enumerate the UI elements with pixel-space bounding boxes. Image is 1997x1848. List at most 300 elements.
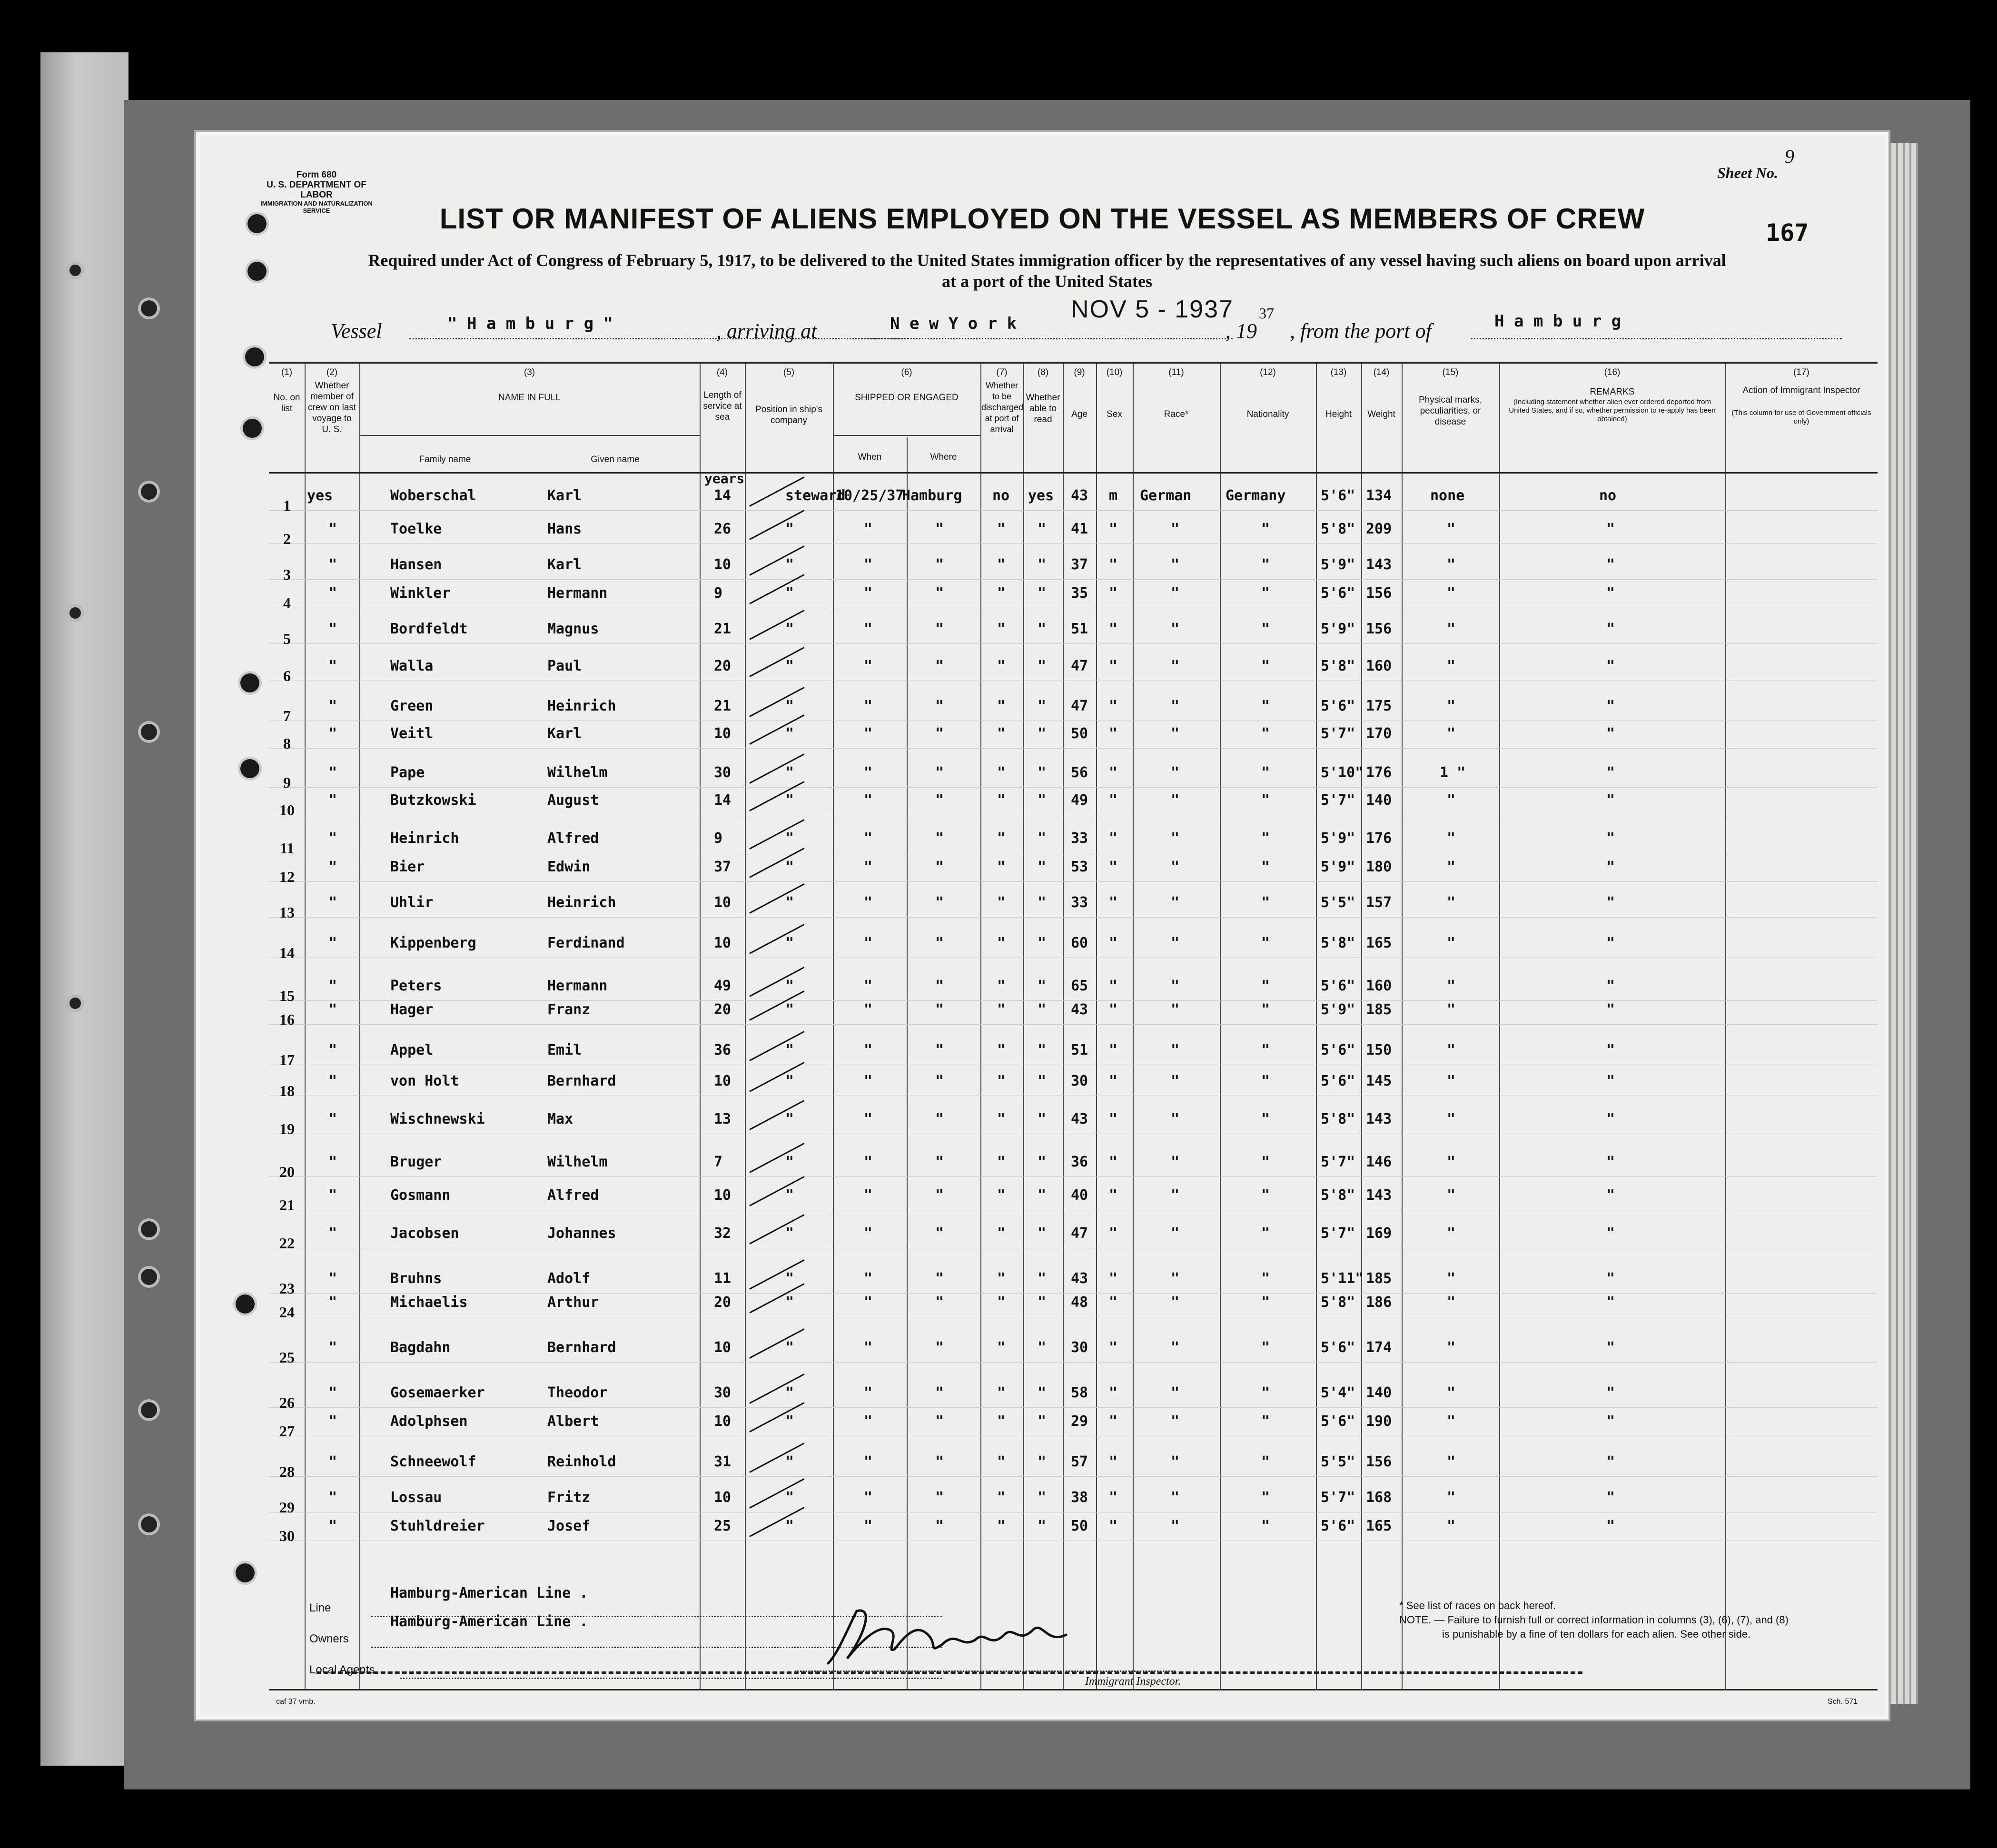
physical-marks-ditto: " [1447, 1270, 1456, 1287]
position-ditto: " [785, 894, 794, 911]
shipped-when-ditto: " [864, 1001, 873, 1018]
col-header-crew: Whether member of crew on last voyage to U. S. [307, 381, 356, 435]
service-years: 37 [714, 859, 732, 875]
position-ditto: " [785, 521, 794, 537]
race-ditto: " [1171, 1225, 1180, 1242]
race-ditto: " [1171, 764, 1180, 781]
position-ditto: " [785, 1384, 794, 1401]
to-be-discharged: no [992, 487, 1010, 504]
shipped-when-ditto: " [864, 792, 873, 809]
service-years: 14 [714, 487, 732, 504]
row-number: 16 [279, 1011, 295, 1028]
remarks-ditto: " [1606, 658, 1615, 674]
row-rule [269, 510, 1878, 511]
weight: 180 [1366, 859, 1392, 875]
check-mark [749, 990, 804, 1021]
service-years: 9 [714, 830, 723, 847]
col-num-8: (8) [1037, 367, 1049, 377]
sex-ditto: " [1109, 1001, 1118, 1018]
binder-hole [138, 481, 160, 503]
family-name: Jacobsen [390, 1225, 459, 1242]
given-name: Karl [547, 556, 582, 573]
col-header-sex: Sex [1107, 409, 1122, 419]
discharged-ditto: " [997, 725, 1006, 742]
discharged-ditto: " [997, 1294, 1006, 1311]
family-name: Green [390, 698, 434, 714]
family-name: Hansen [390, 556, 442, 573]
row-number: 13 [279, 904, 295, 921]
age: 33 [1071, 830, 1088, 847]
line-value: Hamburg-American Line . [390, 1585, 588, 1601]
sex-ditto: " [1109, 1225, 1118, 1242]
nationality-ditto: " [1261, 1001, 1270, 1018]
read-ditto: " [1038, 1187, 1047, 1204]
race-ditto: " [1171, 792, 1180, 809]
race-ditto: " [1171, 725, 1180, 742]
position-ditto: " [785, 1073, 794, 1089]
crew-last-voyage-ditto: " [328, 935, 337, 951]
owners-value: Hamburg-American Line . [390, 1613, 588, 1630]
shipped-where-ditto: " [935, 1073, 944, 1089]
age: 30 [1071, 1073, 1088, 1089]
read-ditto: " [1038, 585, 1047, 602]
race-ditto: " [1171, 859, 1180, 875]
sex-ditto: " [1109, 830, 1118, 847]
read-ditto: " [1038, 1518, 1047, 1534]
age: 30 [1071, 1339, 1088, 1356]
row-number: 19 [279, 1120, 295, 1137]
physical-marks: none [1430, 487, 1465, 504]
shipped-where-ditto: " [935, 1042, 944, 1058]
discharged-ditto: " [997, 830, 1006, 847]
sex-ditto: " [1109, 556, 1118, 573]
given-name: Adolf [547, 1270, 591, 1287]
family-name: Wischnewski [390, 1111, 485, 1127]
subtitle-line-2: at a port of the United States [942, 272, 1152, 291]
year-prefix: , 19 [1226, 319, 1257, 343]
height: 5'5" [1321, 894, 1355, 911]
col-num-4: (4) [716, 367, 728, 377]
shipped-where-ditto: " [935, 1384, 944, 1401]
position-ditto: " [785, 830, 794, 847]
race-ditto: " [1171, 1154, 1180, 1170]
col-num-3: (3) [524, 367, 535, 377]
row-number: 29 [279, 1499, 295, 1516]
crew-last-voyage-ditto: " [328, 1413, 337, 1430]
nationality-ditto: " [1261, 1518, 1270, 1534]
crew-last-voyage-ditto: " [328, 658, 337, 674]
row-number: 27 [279, 1423, 295, 1440]
weight: 169 [1366, 1225, 1392, 1242]
race-ditto: " [1171, 1294, 1180, 1311]
physical-marks-ditto: " [1447, 1225, 1456, 1242]
height: 5'8" [1321, 935, 1355, 951]
given-name: Paul [547, 658, 582, 674]
check-mark [749, 848, 804, 878]
check-mark [749, 510, 804, 540]
family-name: Kippenberg [390, 935, 476, 951]
race-ditto: " [1171, 585, 1180, 602]
race-ditto: " [1171, 621, 1180, 637]
row-number: 1 [283, 497, 291, 514]
service-years: 21 [714, 698, 732, 714]
check-mark [749, 753, 804, 784]
age: 49 [1071, 792, 1088, 809]
height: 5'8" [1321, 658, 1355, 674]
height: 5'5" [1321, 1453, 1355, 1470]
position-ditto: " [785, 935, 794, 951]
family-name: Bordfeldt [390, 621, 468, 637]
weight: 143 [1366, 1111, 1392, 1127]
age: 47 [1071, 658, 1088, 674]
service-name: IMMIGRATION AND NATURALIZATION SERVICE [260, 200, 373, 214]
position-ditto: " [785, 1453, 794, 1470]
race-ditto: " [1171, 1384, 1180, 1401]
nationality-ditto: " [1261, 1187, 1270, 1204]
check-mark [749, 1259, 804, 1290]
document-subtitle [271, 250, 1823, 292]
shipped-where-ditto: " [935, 1001, 944, 1018]
vessel-label: Vessel [331, 319, 382, 343]
given-name: Theodor [547, 1384, 608, 1401]
service-years: 14 [714, 792, 732, 809]
crew-last-voyage-ditto: " [328, 1270, 337, 1287]
col-num-11: (11) [1168, 367, 1184, 377]
shipped-where-ditto: " [935, 1270, 944, 1287]
family-name: Veitl [390, 725, 434, 742]
sex-ditto: " [1109, 1453, 1118, 1470]
read-ditto: " [1038, 621, 1047, 637]
read-ditto: " [1038, 764, 1047, 781]
height: 5'7" [1321, 725, 1355, 742]
discharged-ditto: " [997, 1489, 1006, 1506]
weight: 175 [1366, 698, 1392, 714]
col-num-2: (2) [326, 367, 338, 377]
nationality-ditto: " [1261, 1154, 1270, 1170]
given-name: Edwin [547, 859, 591, 875]
weight: 140 [1366, 792, 1392, 809]
col-header-action: Action of Immigrant Inspector [1742, 385, 1860, 395]
crew-last-voyage-ditto: " [328, 1111, 337, 1127]
row-rule [269, 748, 1878, 749]
sheet-stamp-number: 167 [1766, 219, 1809, 247]
col-header-given: Given name [591, 455, 640, 464]
owners-label: Owners [309, 1632, 349, 1645]
shipped-when-ditto: " [864, 935, 873, 951]
crew-last-voyage-ditto: " [328, 698, 337, 714]
weight: 134 [1366, 487, 1392, 504]
service-years: 10 [714, 725, 732, 742]
race-ditto: " [1171, 1339, 1180, 1356]
punch-hole [240, 759, 259, 778]
arriving-label: , arriving at [716, 319, 817, 343]
position-ditto: " [785, 1489, 794, 1506]
shipped-when-ditto: " [864, 585, 873, 602]
given-name: Heinrich [547, 698, 616, 714]
physical-marks-ditto: " [1447, 698, 1456, 714]
shipped-where-ditto: " [935, 621, 944, 637]
position-ditto: " [785, 585, 794, 602]
remarks-ditto: " [1606, 1518, 1615, 1534]
binder-hole [138, 1266, 160, 1288]
shipped-when-ditto: " [864, 725, 873, 742]
height: 5'6" [1321, 1073, 1355, 1089]
crew-last-voyage-ditto: " [328, 1154, 337, 1170]
check-mark [749, 1507, 804, 1537]
col-header-discharged: Whether to be discharged at port of arrival [981, 381, 1024, 434]
given-name: Johannes [547, 1225, 616, 1242]
nationality-ditto: " [1261, 1111, 1270, 1127]
remarks-ditto: " [1606, 1294, 1615, 1311]
height: 5'9" [1321, 621, 1355, 637]
shipped-when-ditto: " [864, 1225, 873, 1242]
sex-ditto: " [1109, 792, 1118, 809]
height: 5'6" [1321, 1518, 1355, 1534]
remarks-ditto: " [1606, 1270, 1615, 1287]
row-rule [269, 1176, 1878, 1177]
position-ditto: " [785, 658, 794, 674]
remarks-ditto: " [1606, 521, 1615, 537]
shipped-where-ditto: " [935, 1489, 944, 1506]
crew-last-voyage-ditto: " [328, 1042, 337, 1058]
service-years: 36 [714, 1042, 732, 1058]
from-port-label: , from the port of [1290, 319, 1432, 343]
age: 37 [1071, 556, 1088, 573]
shipped-where-ditto: " [935, 1453, 944, 1470]
nationality-ditto: " [1261, 894, 1270, 911]
check-mark [749, 1328, 804, 1359]
shipped-where-ditto: " [935, 1294, 944, 1311]
remarks-ditto: " [1606, 1489, 1615, 1506]
shipped-where-ditto: " [935, 830, 944, 847]
service-years: 20 [714, 1294, 732, 1311]
service-years: 20 [714, 1001, 732, 1018]
crew-last-voyage-ditto: " [328, 830, 337, 847]
service-years: 30 [714, 1384, 732, 1401]
discharged-ditto: " [997, 792, 1006, 809]
position-ditto: " [785, 1270, 794, 1287]
print-code-right: Sch. 571 [1828, 1698, 1858, 1706]
physical-marks-ditto: " [1447, 792, 1456, 809]
service-years: 25 [714, 1518, 732, 1534]
position-ditto: " [785, 1294, 794, 1311]
row-number: 3 [283, 566, 291, 583]
height: 5'8" [1321, 1294, 1355, 1311]
physical-marks-ditto: " [1447, 1453, 1456, 1470]
read-ditto: " [1038, 1489, 1047, 1506]
shipped-where-ditto: " [935, 725, 944, 742]
shipped-when-ditto: " [864, 658, 873, 674]
signature-underline [795, 1670, 1176, 1672]
service-years: 11 [714, 1270, 732, 1287]
form-number: Form 680 [296, 170, 337, 180]
physical-marks-ditto: " [1447, 1187, 1456, 1204]
sex-ditto: " [1109, 1111, 1118, 1127]
position-ditto: " [785, 1225, 794, 1242]
given-name: Bernhard [547, 1073, 616, 1089]
service-years: 9 [714, 585, 723, 602]
read-ditto: " [1038, 859, 1047, 875]
age: 57 [1071, 1453, 1088, 1470]
weight: 176 [1366, 764, 1392, 781]
service-years: 10 [714, 935, 732, 951]
weight: 156 [1366, 1453, 1392, 1470]
remarks-ditto: " [1606, 764, 1615, 781]
check-mark [749, 1478, 804, 1509]
position-ditto: " [785, 698, 794, 714]
sheet-number-value: 9 [1785, 146, 1794, 167]
discharged-ditto: " [997, 698, 1006, 714]
remarks-ditto: " [1606, 859, 1615, 875]
family-name: Walla [390, 658, 434, 674]
shipped-where-ditto: " [935, 1339, 944, 1356]
punch-hole [247, 262, 267, 281]
nationality-ditto: " [1261, 1294, 1270, 1311]
col-num-9: (9) [1074, 367, 1085, 377]
height: 5'6" [1321, 487, 1355, 504]
crew-last-voyage-ditto: " [328, 1453, 337, 1470]
check-mark [749, 883, 804, 914]
nationality-ditto: " [1261, 792, 1270, 809]
sex-ditto: " [1109, 764, 1118, 781]
binder-hole [67, 604, 84, 622]
from-port: H a m b u r g [1494, 312, 1621, 331]
remarks-ditto: " [1606, 978, 1615, 994]
nationality-ditto: " [1261, 1339, 1270, 1356]
col-header-weight: Weight [1367, 409, 1395, 419]
shipped-when-ditto: " [864, 1073, 873, 1089]
physical-marks: 1 " [1440, 764, 1466, 781]
punch-hole [245, 347, 264, 366]
remarks: no [1599, 487, 1617, 504]
weight: 157 [1366, 894, 1392, 911]
discharged-ditto: " [997, 1453, 1006, 1470]
family-name: Bruhns [390, 1270, 442, 1287]
punch-hole [240, 673, 259, 692]
position-ditto: " [785, 1518, 794, 1534]
nationality-ditto: " [1261, 764, 1270, 781]
crew-last-voyage-ditto: " [328, 1187, 337, 1204]
sex-ditto: " [1109, 1042, 1118, 1058]
given-name: Emil [547, 1042, 582, 1058]
shipped-where-ditto: " [935, 978, 944, 994]
sex-ditto: " [1109, 1339, 1118, 1356]
nationality-ditto: " [1261, 859, 1270, 875]
row-number: 23 [279, 1280, 295, 1297]
family-name: Toelke [390, 521, 442, 537]
age: 43 [1071, 1001, 1088, 1018]
read-ditto: " [1038, 1225, 1047, 1242]
position-ditto: " [785, 792, 794, 809]
family-name: Uhlir [390, 894, 434, 911]
physical-marks-ditto: " [1447, 1294, 1456, 1311]
shipped-where-ditto: " [935, 935, 944, 951]
nationality-ditto: " [1261, 521, 1270, 537]
weight: 150 [1366, 1042, 1392, 1058]
read-ditto: " [1038, 935, 1047, 951]
weight: 209 [1366, 521, 1392, 537]
family-name: Butzkowski [390, 792, 476, 809]
sex-ditto: " [1109, 725, 1118, 742]
weight: 140 [1366, 1384, 1392, 1401]
nationality-ditto: " [1261, 1225, 1270, 1242]
height: 5'6" [1321, 585, 1355, 602]
remarks-ditto: " [1606, 792, 1615, 809]
binder-hole [67, 262, 84, 279]
sex-ditto: " [1109, 585, 1118, 602]
col-num-14: (14) [1373, 367, 1390, 377]
given-name: Alfred [547, 1187, 599, 1204]
col-num-1: (1) [281, 367, 293, 377]
given-name: Hans [547, 521, 582, 537]
crew-last-voyage-ditto: " [328, 1384, 337, 1401]
row-number: 14 [279, 944, 295, 961]
print-code-left: caf 37 vmb. [276, 1698, 316, 1706]
race-ditto: " [1171, 1453, 1180, 1470]
discharged-ditto: " [997, 1270, 1006, 1287]
sex-ditto: " [1109, 1518, 1118, 1534]
race-ditto: " [1171, 1413, 1180, 1430]
crew-last-voyage-ditto: " [328, 1073, 337, 1089]
nationality-ditto: " [1261, 978, 1270, 994]
race-ditto: " [1171, 1270, 1180, 1287]
nationality-ditto: " [1261, 725, 1270, 742]
remarks-ditto: " [1606, 1225, 1615, 1242]
row-number: 4 [283, 594, 291, 612]
years-unit-label: years [704, 471, 745, 486]
shipped-where: Hamburg [902, 487, 962, 504]
physical-marks-ditto: " [1447, 1339, 1456, 1356]
family-name: Gosmann [390, 1187, 451, 1204]
sex-ditto: " [1109, 1073, 1118, 1089]
age: 33 [1071, 894, 1088, 911]
binder-hole [67, 995, 84, 1012]
discharged-ditto: " [997, 1518, 1006, 1534]
height: 5'4" [1321, 1384, 1355, 1401]
binder-hole [138, 297, 160, 319]
shipped-when-ditto: " [864, 556, 873, 573]
shipped-where-ditto: " [935, 1413, 944, 1430]
height: 5'9" [1321, 830, 1355, 847]
remarks-ditto: " [1606, 1154, 1615, 1170]
shipped-when-ditto: " [864, 830, 873, 847]
sex-ditto: " [1109, 1187, 1118, 1204]
height: 5'6" [1321, 1413, 1355, 1430]
physical-marks-ditto: " [1447, 585, 1456, 602]
given-name: Arthur [547, 1294, 599, 1311]
col-num-6: (6) [901, 367, 912, 377]
row-rule [269, 579, 1878, 580]
height: 5'8" [1321, 1111, 1355, 1127]
race-ditto: " [1171, 1042, 1180, 1058]
binder-strip [40, 52, 129, 1766]
remarks-ditto: " [1606, 1384, 1615, 1401]
discharged-ditto: " [997, 556, 1006, 573]
given-name: Heinrich [547, 894, 616, 911]
weight: 160 [1366, 978, 1392, 994]
given-name: Karl [547, 725, 582, 742]
col-header-remarks-sub: (Including statement whether alien ever ordered deported from United States, and if so, whether permission to re-apply has been obtained) [1509, 398, 1716, 423]
remarks-ditto: " [1606, 1187, 1615, 1204]
age: 65 [1071, 978, 1088, 994]
age: 50 [1071, 1518, 1088, 1534]
shipped-where-ditto: " [935, 556, 944, 573]
race-ditto: " [1171, 894, 1180, 911]
discharged-ditto: " [997, 1111, 1006, 1127]
discharged-ditto: " [997, 1042, 1006, 1058]
col-header-when: When [858, 452, 882, 462]
shipped-when-ditto: " [864, 621, 873, 637]
